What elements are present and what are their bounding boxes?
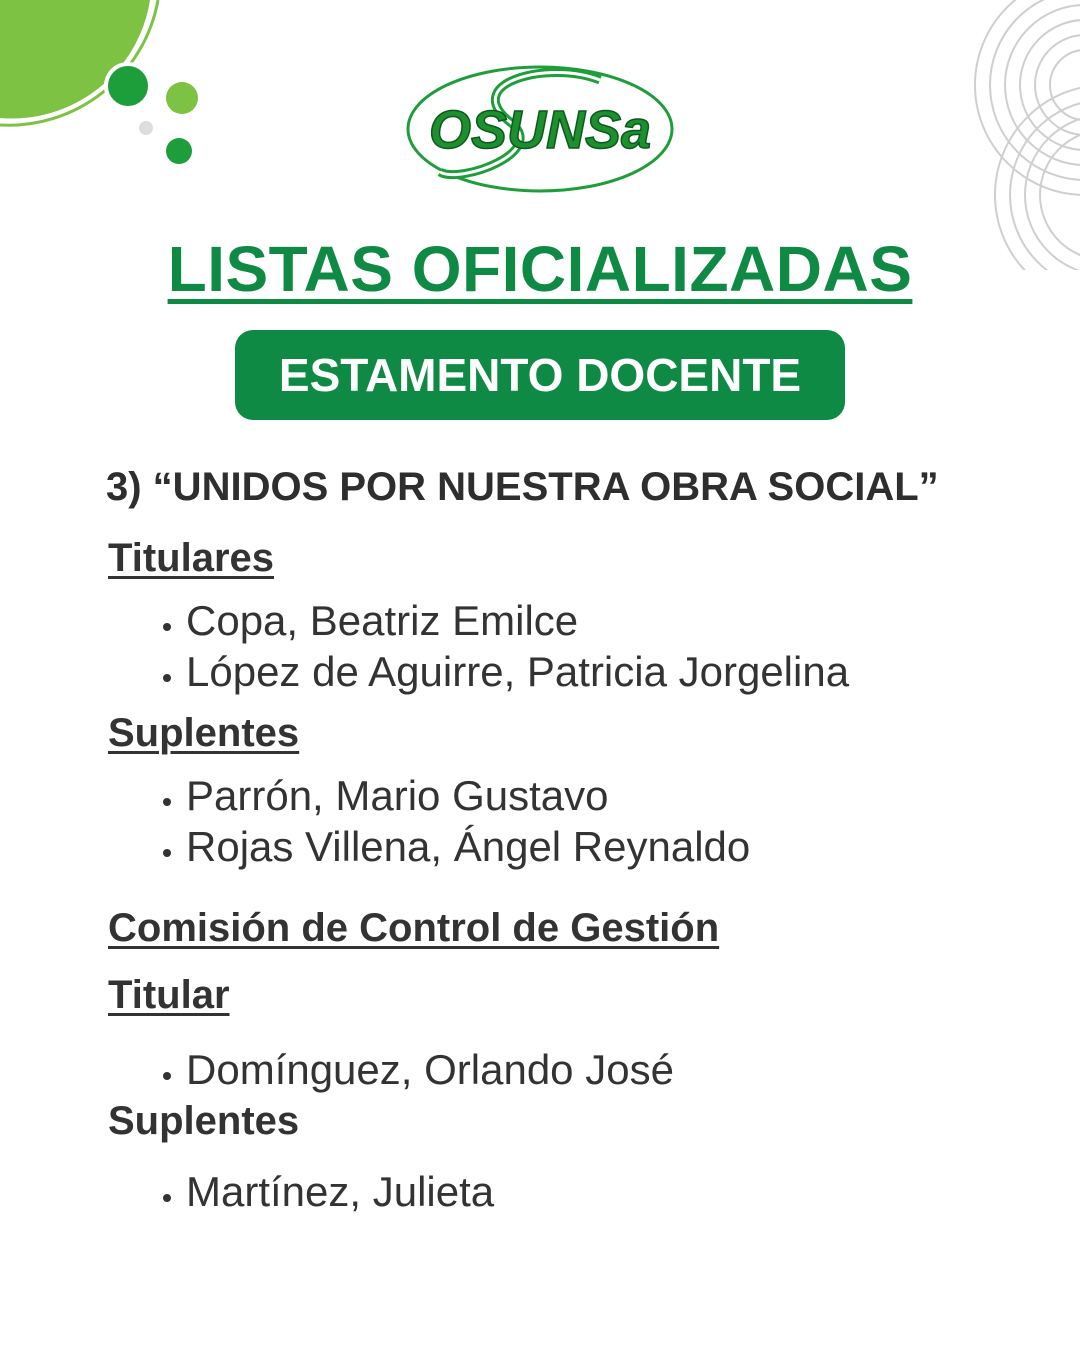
titulares-heading: Titulares xyxy=(108,536,274,580)
suplentes-heading: Suplentes xyxy=(108,711,300,755)
list-item: • Domínguez, Orlando José xyxy=(186,1044,1046,1095)
comision-suplentes-list xyxy=(106,1166,1046,1217)
list-content xyxy=(106,465,1046,1227)
list-item: • Martínez, Julieta xyxy=(186,1166,1046,1217)
rings-decoration xyxy=(960,0,1080,270)
comision-heading: Comisión de Control de Gestión xyxy=(108,906,720,950)
list-name: 3) “UNIDOS POR NUESTRA OBRA SOCIAL” xyxy=(106,465,939,509)
estamento-label: ESTAMENTO DOCENTE xyxy=(278,349,802,401)
titulares-list xyxy=(106,595,1046,697)
logo-text: OSUNSa xyxy=(428,100,652,160)
list-item: • Rojas Villena, Ángel Reynaldo xyxy=(186,821,1046,872)
list-item: • Parrón, Mario Gustavo xyxy=(186,770,1046,821)
estamento-badge xyxy=(235,330,845,420)
comision-suplentes-heading: Suplentes xyxy=(108,1099,300,1143)
list-item: • Copa, Beatriz Emilce xyxy=(186,595,1046,646)
page-title: LISTAS OFICIALIZADAS xyxy=(167,233,913,305)
suplentes-list xyxy=(106,770,1046,872)
osunsa-logo xyxy=(400,62,680,196)
list-item: • López de Aguirre, Patricia Jorgelina xyxy=(186,646,1046,697)
titular-heading: Titular xyxy=(108,973,230,1017)
titular-list xyxy=(106,1044,1046,1095)
corner-decoration xyxy=(0,0,220,180)
